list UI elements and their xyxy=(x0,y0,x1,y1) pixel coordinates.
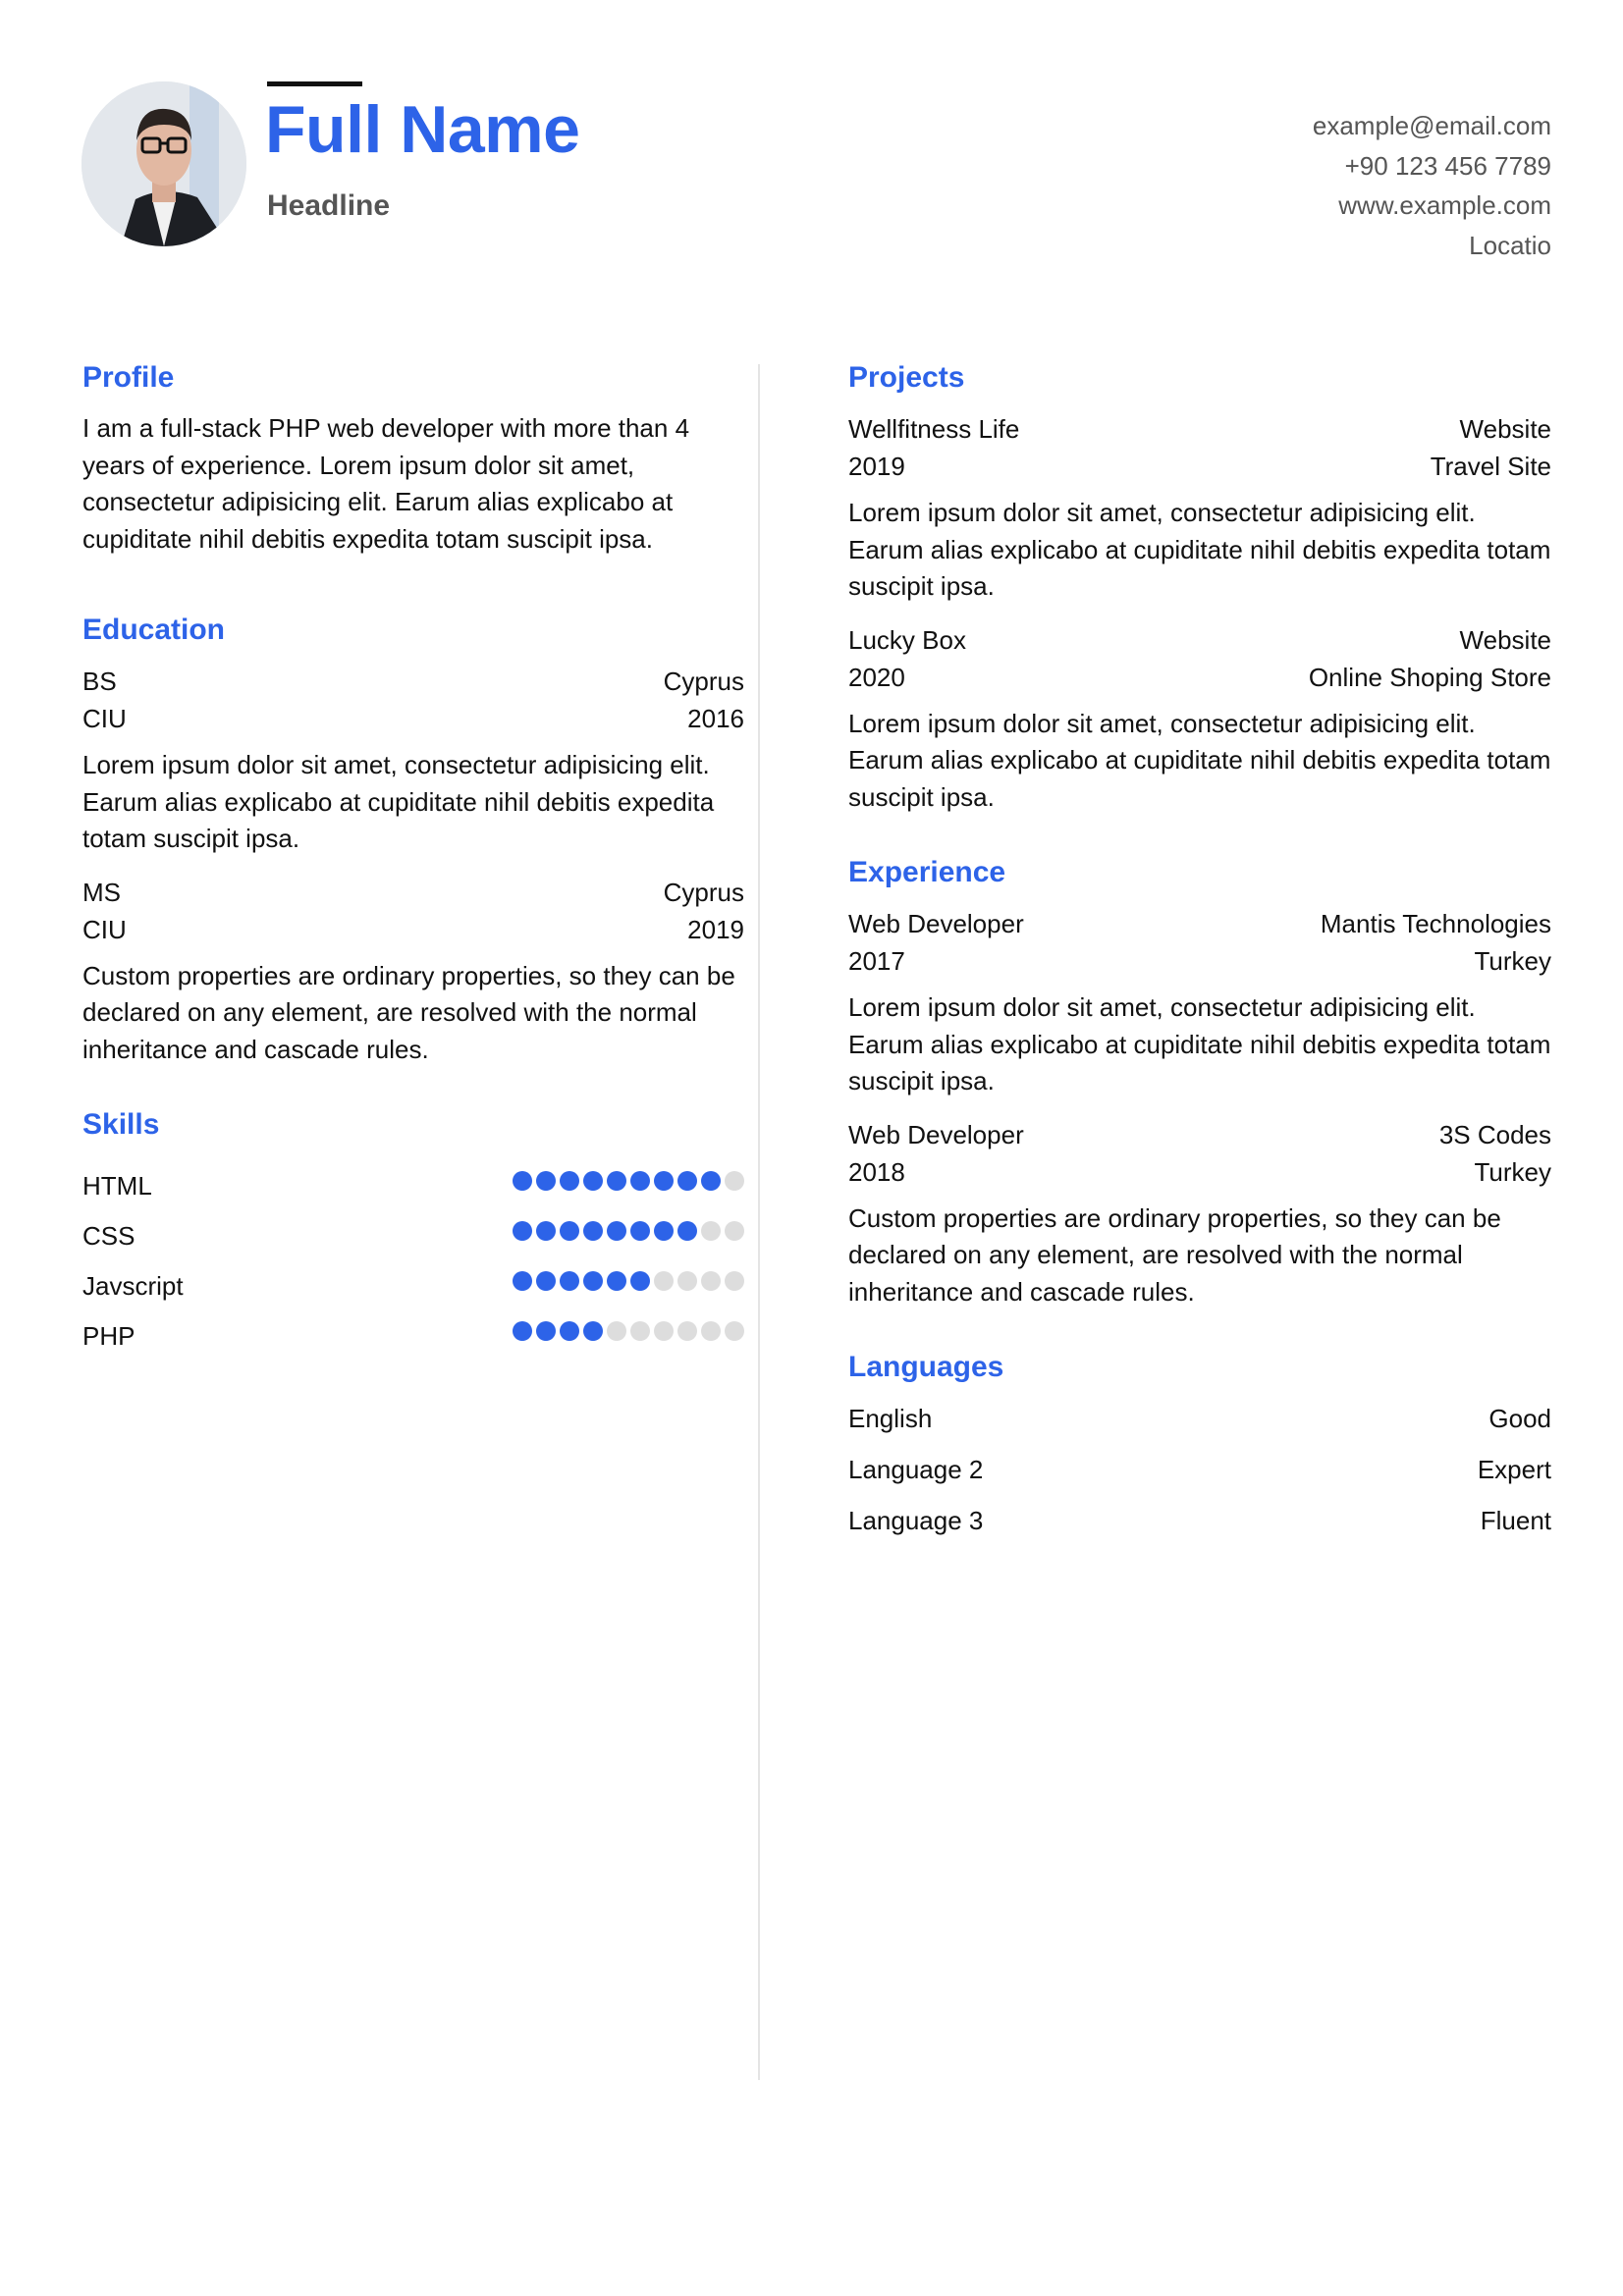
headline: Headline xyxy=(267,189,391,222)
role: Web Developer xyxy=(848,909,1024,938)
description: Custom properties are ordinary properties, so they can be declared on any element, are resolved with the normal inheritance and cascade rules. xyxy=(848,1202,1501,1307)
rating-dot-empty xyxy=(701,1321,721,1341)
contact-info xyxy=(1313,106,1551,265)
rating-dot-empty xyxy=(725,1171,744,1191)
section-title: Education xyxy=(82,614,226,646)
degree: BS xyxy=(82,667,117,696)
rating-dot-empty xyxy=(725,1271,744,1291)
rating-dot-filled xyxy=(654,1221,674,1241)
rating-dot-filled xyxy=(536,1321,556,1341)
rating-dot-filled xyxy=(536,1171,556,1191)
right-column xyxy=(848,359,1551,1607)
rating-dot-filled xyxy=(630,1171,650,1191)
website: www.example.com xyxy=(1338,190,1551,220)
school: CIU xyxy=(82,704,127,733)
experience-section xyxy=(848,854,1551,1310)
rating-dot-empty xyxy=(607,1321,626,1341)
location: Turkey xyxy=(1474,946,1551,976)
language-item xyxy=(848,1451,1551,1502)
rating-dot-empty xyxy=(630,1321,650,1341)
role: Web Developer xyxy=(848,1119,1024,1149)
skill-item xyxy=(82,1261,744,1311)
project-name: Wellfitness Life xyxy=(848,414,1020,444)
skill-rating xyxy=(513,1221,744,1241)
skill-rating xyxy=(513,1321,744,1341)
company: 3S Codes xyxy=(1438,1119,1551,1149)
language-level: Good xyxy=(1488,1404,1551,1433)
project-name: Lucky Box xyxy=(848,624,966,655)
skill-name: Javscript xyxy=(82,1271,184,1301)
description: Lorem ipsum dolor sit amet, consectetur adipisicing elit. Earum alias explicabo at cupiditate nihil debitis expedita totam suscipit ipsa. xyxy=(82,750,715,853)
experience-item xyxy=(848,1116,1551,1311)
education-item xyxy=(82,663,744,858)
resume-header xyxy=(0,0,1623,359)
rating-dot-filled xyxy=(630,1221,650,1241)
project-desc: Online Shoping Store xyxy=(1308,662,1551,692)
location: Locatio xyxy=(1469,230,1551,260)
rating-dot-filled xyxy=(536,1271,556,1291)
rating-dot-filled xyxy=(583,1221,603,1241)
year: 2018 xyxy=(848,1156,905,1187)
profile-photo xyxy=(81,81,246,246)
full-name: Full Name xyxy=(265,92,580,167)
year: 2019 xyxy=(687,914,744,944)
rating-dot-empty xyxy=(725,1321,744,1341)
section-title: Projects xyxy=(848,361,965,394)
rating-dot-filled xyxy=(583,1271,603,1291)
skill-item xyxy=(82,1211,744,1261)
description: Lorem ipsum dolor sit amet, consectetur adipisicing elit. Earum alias explicabo at cupiditate nihil debitis expedita totam suscipit ipsa. xyxy=(848,498,1551,601)
section-title: Experience xyxy=(848,856,1006,888)
rating-dot-filled xyxy=(607,1221,626,1241)
rating-dot-filled xyxy=(513,1171,532,1191)
skill-rating xyxy=(513,1171,744,1191)
rating-dot-filled xyxy=(654,1171,674,1191)
accent-bar xyxy=(267,81,362,86)
rating-dot-filled xyxy=(513,1271,532,1291)
rating-dot-filled xyxy=(630,1271,650,1291)
education-item xyxy=(82,874,744,1069)
rating-dot-filled xyxy=(701,1171,721,1191)
language-item xyxy=(848,1502,1551,1553)
location: Cyprus xyxy=(663,667,744,696)
project-item xyxy=(848,621,1551,817)
skills-section xyxy=(82,1106,744,1362)
rating-dot-filled xyxy=(513,1321,532,1341)
rating-dot-empty xyxy=(654,1321,674,1341)
rating-dot-filled xyxy=(583,1171,603,1191)
rating-dot-filled xyxy=(560,1221,579,1241)
languages-section xyxy=(848,1349,1551,1553)
rating-dot-filled xyxy=(560,1271,579,1291)
rating-dot-empty xyxy=(701,1221,721,1241)
skill-item xyxy=(82,1161,744,1211)
rating-dot-empty xyxy=(677,1321,697,1341)
description: Lorem ipsum dolor sit amet, consectetur adipisicing elit. Earum alias explicabo at cupiditate nihil debitis expedita totam suscipit ipsa. xyxy=(848,708,1551,812)
rating-dot-empty xyxy=(677,1271,697,1291)
year: 2019 xyxy=(848,452,905,481)
project-type: Website xyxy=(1459,624,1551,655)
rating-dot-filled xyxy=(607,1171,626,1191)
skill-name: CSS xyxy=(82,1221,135,1251)
email: example@email.com xyxy=(1312,111,1551,140)
language-item xyxy=(848,1400,1551,1451)
school: CIU xyxy=(82,914,127,944)
section-title: Profile xyxy=(82,361,175,394)
rating-dot-filled xyxy=(513,1221,532,1241)
year: 2016 xyxy=(687,704,744,733)
profile-section xyxy=(82,359,744,558)
rating-dot-filled xyxy=(536,1221,556,1241)
education-section xyxy=(82,612,744,1068)
rating-dot-empty xyxy=(654,1271,674,1291)
skill-rating xyxy=(513,1271,744,1291)
rating-dot-filled xyxy=(677,1171,697,1191)
skill-item xyxy=(82,1311,744,1362)
year: 2020 xyxy=(848,662,905,692)
phone: +90 123 456 7789 xyxy=(1344,150,1551,181)
language-name: Language 3 xyxy=(848,1506,984,1535)
description: Lorem ipsum dolor sit amet, consectetur adipisicing elit. Earum alias explicabo at cupiditate nihil debitis expedita totam suscipit ipsa. xyxy=(848,992,1551,1095)
language-name: Language 2 xyxy=(848,1455,984,1484)
section-title: Languages xyxy=(848,1351,1004,1383)
rating-dot-filled xyxy=(583,1321,603,1341)
location: Cyprus xyxy=(663,877,744,907)
rating-dot-filled xyxy=(560,1171,579,1191)
column-divider xyxy=(758,364,760,2080)
language-level: Fluent xyxy=(1480,1506,1551,1535)
skill-name: HTML xyxy=(82,1171,152,1201)
profile-text: I am a full-stack PHP web developer with more than 4 years of experience. Lorem ipsum dolor sit amet, consectetur adipisicing elit. Earum alias explicabo at cupiditate nihil debitis expedita totam suscipit ipsa. xyxy=(82,413,690,554)
language-level: Expert xyxy=(1477,1455,1551,1484)
experience-item xyxy=(848,905,1551,1100)
degree: MS xyxy=(82,877,121,907)
description: Custom properties are ordinary properties, so they can be declared on any element, are resolved with the normal inheritance and cascade rules. xyxy=(82,960,735,1064)
project-desc: Travel Site xyxy=(1430,452,1551,481)
company: Mantis Technologies xyxy=(1320,909,1551,938)
location: Turkey xyxy=(1474,1156,1551,1187)
rating-dot-filled xyxy=(677,1221,697,1241)
project-type: Website xyxy=(1459,414,1551,444)
projects-section xyxy=(848,359,1551,816)
rating-dot-empty xyxy=(725,1221,744,1241)
section-title: Skills xyxy=(82,1108,160,1141)
skill-name: PHP xyxy=(82,1321,135,1351)
year: 2017 xyxy=(848,946,905,976)
language-name: English xyxy=(848,1404,933,1433)
rating-dot-filled xyxy=(607,1271,626,1291)
rating-dot-filled xyxy=(560,1321,579,1341)
rating-dot-empty xyxy=(701,1271,721,1291)
left-column xyxy=(82,359,744,1415)
project-item xyxy=(848,410,1551,606)
